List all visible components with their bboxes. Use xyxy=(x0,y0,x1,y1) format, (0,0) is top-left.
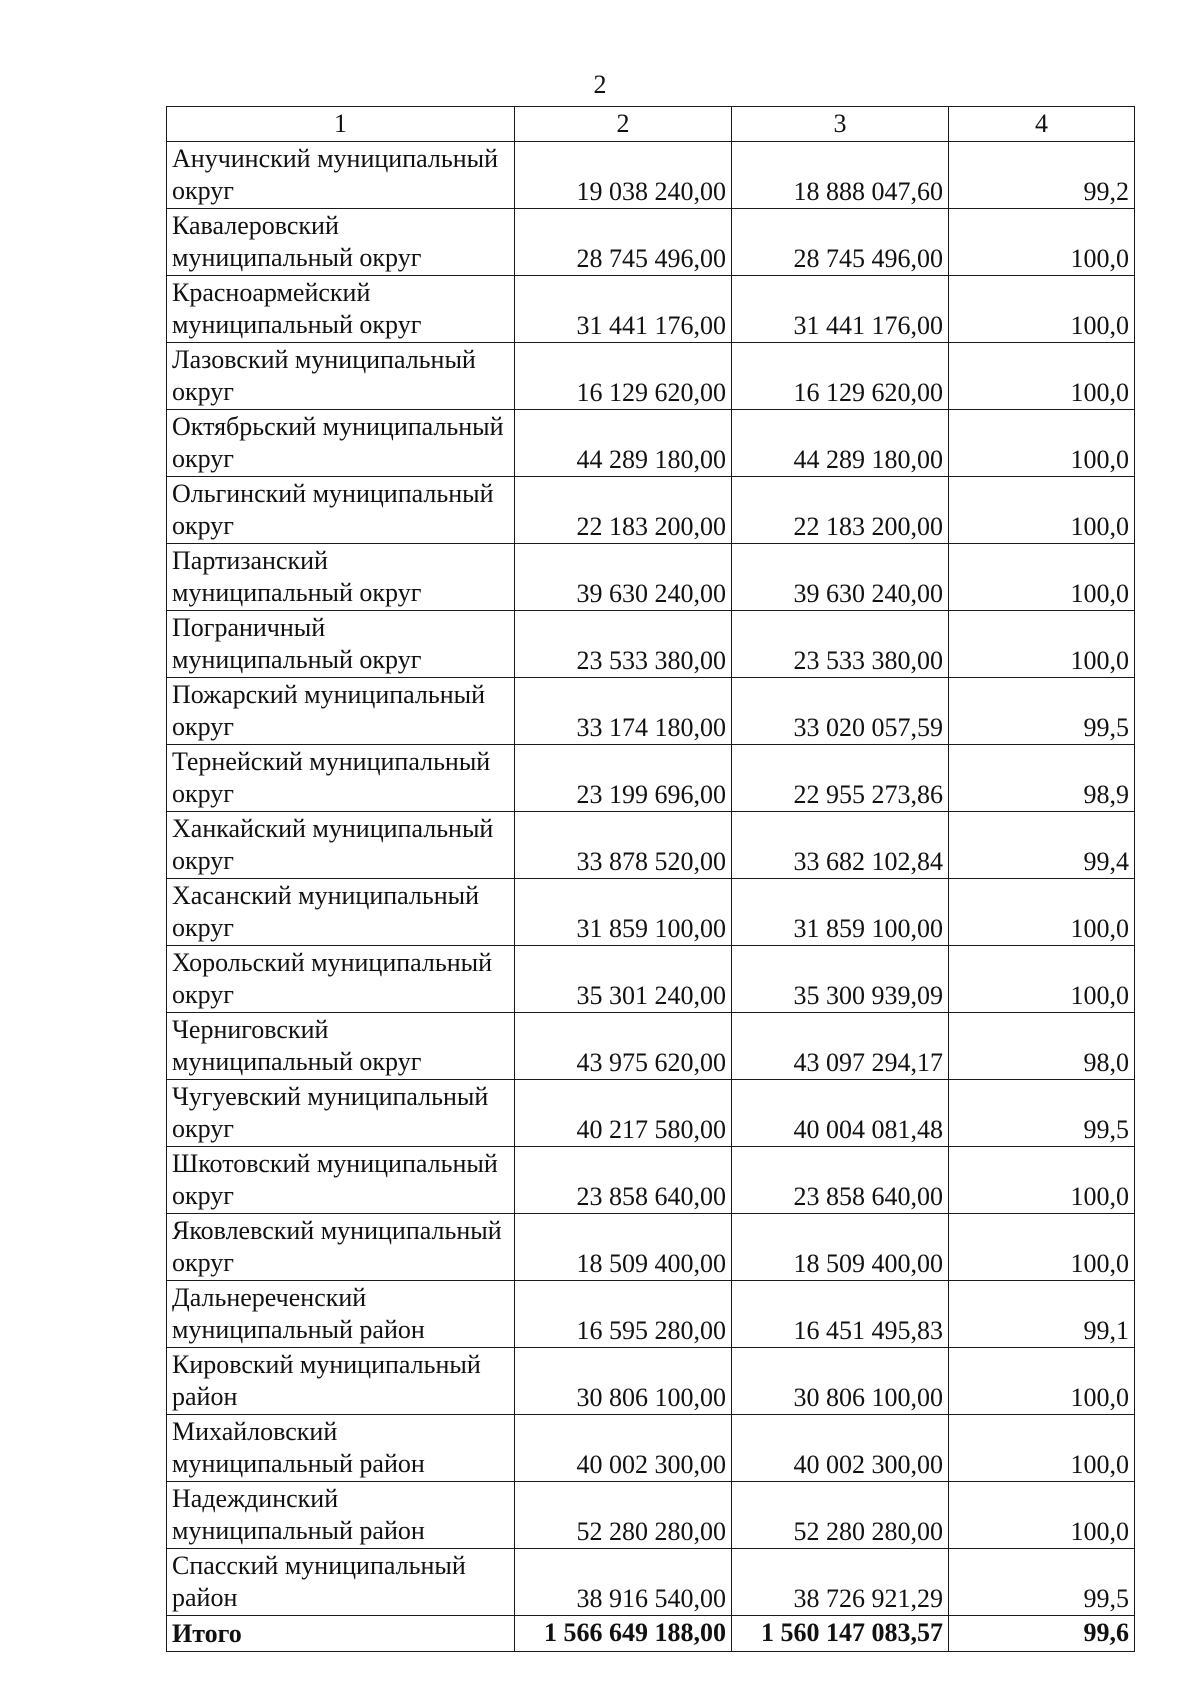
row-col-3: 38 726 921,29 xyxy=(732,1549,949,1616)
table-row xyxy=(167,1549,1135,1616)
row-name: Ольгинский муниципальный округ xyxy=(167,477,515,544)
table-header xyxy=(167,107,1135,142)
row-name: Чугуевский муниципальный округ xyxy=(167,1080,515,1147)
row-col-2: 31 859 100,00 xyxy=(515,879,732,946)
row-col-4: 100,0 xyxy=(949,410,1135,477)
row-col-2: 19 038 240,00 xyxy=(515,142,732,209)
table-row xyxy=(167,1013,1135,1080)
row-name: Михайловский муниципальный район xyxy=(167,1415,515,1482)
row-col-3: 22 183 200,00 xyxy=(732,477,949,544)
row-col-2: 18 509 400,00 xyxy=(515,1214,732,1281)
row-col-4: 100,0 xyxy=(949,1214,1135,1281)
row-col-4: 100,0 xyxy=(949,1348,1135,1415)
row-col-4: 100,0 xyxy=(949,209,1135,276)
row-name: Анучинский муниципальный округ xyxy=(167,142,515,209)
row-col-3: 30 806 100,00 xyxy=(732,1348,949,1415)
table-row xyxy=(167,745,1135,812)
row-col-4: 98,0 xyxy=(949,1013,1135,1080)
row-col-3: 40 004 081,48 xyxy=(732,1080,949,1147)
row-col-4: 99,1 xyxy=(949,1281,1135,1348)
row-col-4: 100,0 xyxy=(949,276,1135,343)
row-col-4: 100,0 xyxy=(949,879,1135,946)
row-col-2: 35 301 240,00 xyxy=(515,946,732,1013)
row-name: Кировский муниципальный район xyxy=(167,1348,515,1415)
row-col-4: 100,0 xyxy=(949,1147,1135,1214)
row-col-2: 28 745 496,00 xyxy=(515,209,732,276)
table-row xyxy=(167,1080,1135,1147)
row-col-4: 98,9 xyxy=(949,745,1135,812)
table-row xyxy=(167,1214,1135,1281)
row-col-4: 99,5 xyxy=(949,1080,1135,1147)
table-row xyxy=(167,276,1135,343)
table-row xyxy=(167,1348,1135,1415)
row-col-3: 23 533 380,00 xyxy=(732,611,949,678)
table-row xyxy=(167,678,1135,745)
row-name: Партизанский муниципальный округ xyxy=(167,544,515,611)
row-col-3: 40 002 300,00 xyxy=(732,1415,949,1482)
row-col-2: 33 174 180,00 xyxy=(515,678,732,745)
row-col-2: 30 806 100,00 xyxy=(515,1348,732,1415)
header-col-1: 1 xyxy=(167,107,515,142)
row-col-4: 100,0 xyxy=(949,946,1135,1013)
total-col-2: 1 566 649 188,00 xyxy=(515,1616,732,1652)
table-row xyxy=(167,946,1135,1013)
table-row xyxy=(167,611,1135,678)
row-col-4: 99,4 xyxy=(949,812,1135,879)
row-name: Хасанский муниципальный округ xyxy=(167,879,515,946)
row-name: Кавалеровский муниципальный округ xyxy=(167,209,515,276)
total-col-4: 99,6 xyxy=(949,1616,1135,1652)
row-col-3: 31 441 176,00 xyxy=(732,276,949,343)
total-label: Итого xyxy=(167,1616,515,1652)
report-table xyxy=(166,106,1135,1652)
row-col-4: 99,5 xyxy=(949,1549,1135,1616)
row-col-2: 44 289 180,00 xyxy=(515,410,732,477)
table-row xyxy=(167,812,1135,879)
row-name: Красноармейский муниципальный округ xyxy=(167,276,515,343)
header-col-3: 3 xyxy=(732,107,949,142)
table-row xyxy=(167,1482,1135,1549)
row-col-4: 100,0 xyxy=(949,343,1135,410)
row-col-2: 38 916 540,00 xyxy=(515,1549,732,1616)
row-name: Пожарский муниципальный округ xyxy=(167,678,515,745)
table-body xyxy=(167,142,1135,1652)
row-col-3: 39 630 240,00 xyxy=(732,544,949,611)
row-col-3: 18 888 047,60 xyxy=(732,142,949,209)
row-name: Пограничный муниципальный округ xyxy=(167,611,515,678)
row-name: Надеждинский муниципальный район xyxy=(167,1482,515,1549)
row-col-3: 28 745 496,00 xyxy=(732,209,949,276)
header-col-4: 4 xyxy=(949,107,1135,142)
row-col-4: 100,0 xyxy=(949,544,1135,611)
header-row xyxy=(167,107,1135,142)
row-col-3: 18 509 400,00 xyxy=(732,1214,949,1281)
table-row xyxy=(167,544,1135,611)
row-col-4: 99,5 xyxy=(949,678,1135,745)
row-col-2: 22 183 200,00 xyxy=(515,477,732,544)
row-name: Октябрьский муниципальный округ xyxy=(167,410,515,477)
row-name: Шкотовский муниципальный округ xyxy=(167,1147,515,1214)
row-name: Спасский муниципальный район xyxy=(167,1549,515,1616)
row-col-3: 44 289 180,00 xyxy=(732,410,949,477)
row-col-3: 33 020 057,59 xyxy=(732,678,949,745)
row-col-2: 23 858 640,00 xyxy=(515,1147,732,1214)
row-col-3: 33 682 102,84 xyxy=(732,812,949,879)
row-col-2: 16 595 280,00 xyxy=(515,1281,732,1348)
row-name: Дальнереченский муниципальный район xyxy=(167,1281,515,1348)
row-col-2: 33 878 520,00 xyxy=(515,812,732,879)
row-col-2: 40 217 580,00 xyxy=(515,1080,732,1147)
row-col-2: 39 630 240,00 xyxy=(515,544,732,611)
row-col-4: 100,0 xyxy=(949,1482,1135,1549)
row-name: Яковлевский муниципальный округ xyxy=(167,1214,515,1281)
header-col-2: 2 xyxy=(515,107,732,142)
row-col-3: 43 097 294,17 xyxy=(732,1013,949,1080)
row-col-3: 31 859 100,00 xyxy=(732,879,949,946)
table-row xyxy=(167,1281,1135,1348)
row-col-3: 52 280 280,00 xyxy=(732,1482,949,1549)
table-row xyxy=(167,1147,1135,1214)
total-row xyxy=(167,1616,1135,1652)
table-row xyxy=(167,209,1135,276)
row-col-3: 35 300 939,09 xyxy=(732,946,949,1013)
table-row xyxy=(167,1415,1135,1482)
row-col-4: 100,0 xyxy=(949,611,1135,678)
row-col-4: 99,2 xyxy=(949,142,1135,209)
row-col-2: 23 533 380,00 xyxy=(515,611,732,678)
row-name: Тернейский муниципальный округ xyxy=(167,745,515,812)
row-name: Хорольский муниципальный округ xyxy=(167,946,515,1013)
row-col-3: 23 858 640,00 xyxy=(732,1147,949,1214)
table-row xyxy=(167,879,1135,946)
row-name: Ханкайский муниципальный округ xyxy=(167,812,515,879)
row-col-2: 40 002 300,00 xyxy=(515,1415,732,1482)
table-row xyxy=(167,343,1135,410)
row-col-2: 31 441 176,00 xyxy=(515,276,732,343)
row-col-2: 23 199 696,00 xyxy=(515,745,732,812)
total-col-3: 1 560 147 083,57 xyxy=(732,1616,949,1652)
table-row xyxy=(167,477,1135,544)
row-col-2: 52 280 280,00 xyxy=(515,1482,732,1549)
row-name: Лазовский муниципальный округ xyxy=(167,343,515,410)
row-col-3: 16 129 620,00 xyxy=(732,343,949,410)
row-col-4: 100,0 xyxy=(949,1415,1135,1482)
row-col-2: 16 129 620,00 xyxy=(515,343,732,410)
table-row xyxy=(167,410,1135,477)
row-col-2: 43 975 620,00 xyxy=(515,1013,732,1080)
row-name: Черниговский муниципальный округ xyxy=(167,1013,515,1080)
page-number: 2 xyxy=(593,70,607,99)
table-row xyxy=(167,142,1135,209)
row-col-3: 16 451 495,83 xyxy=(732,1281,949,1348)
row-col-4: 100,0 xyxy=(949,477,1135,544)
row-col-3: 22 955 273,86 xyxy=(732,745,949,812)
